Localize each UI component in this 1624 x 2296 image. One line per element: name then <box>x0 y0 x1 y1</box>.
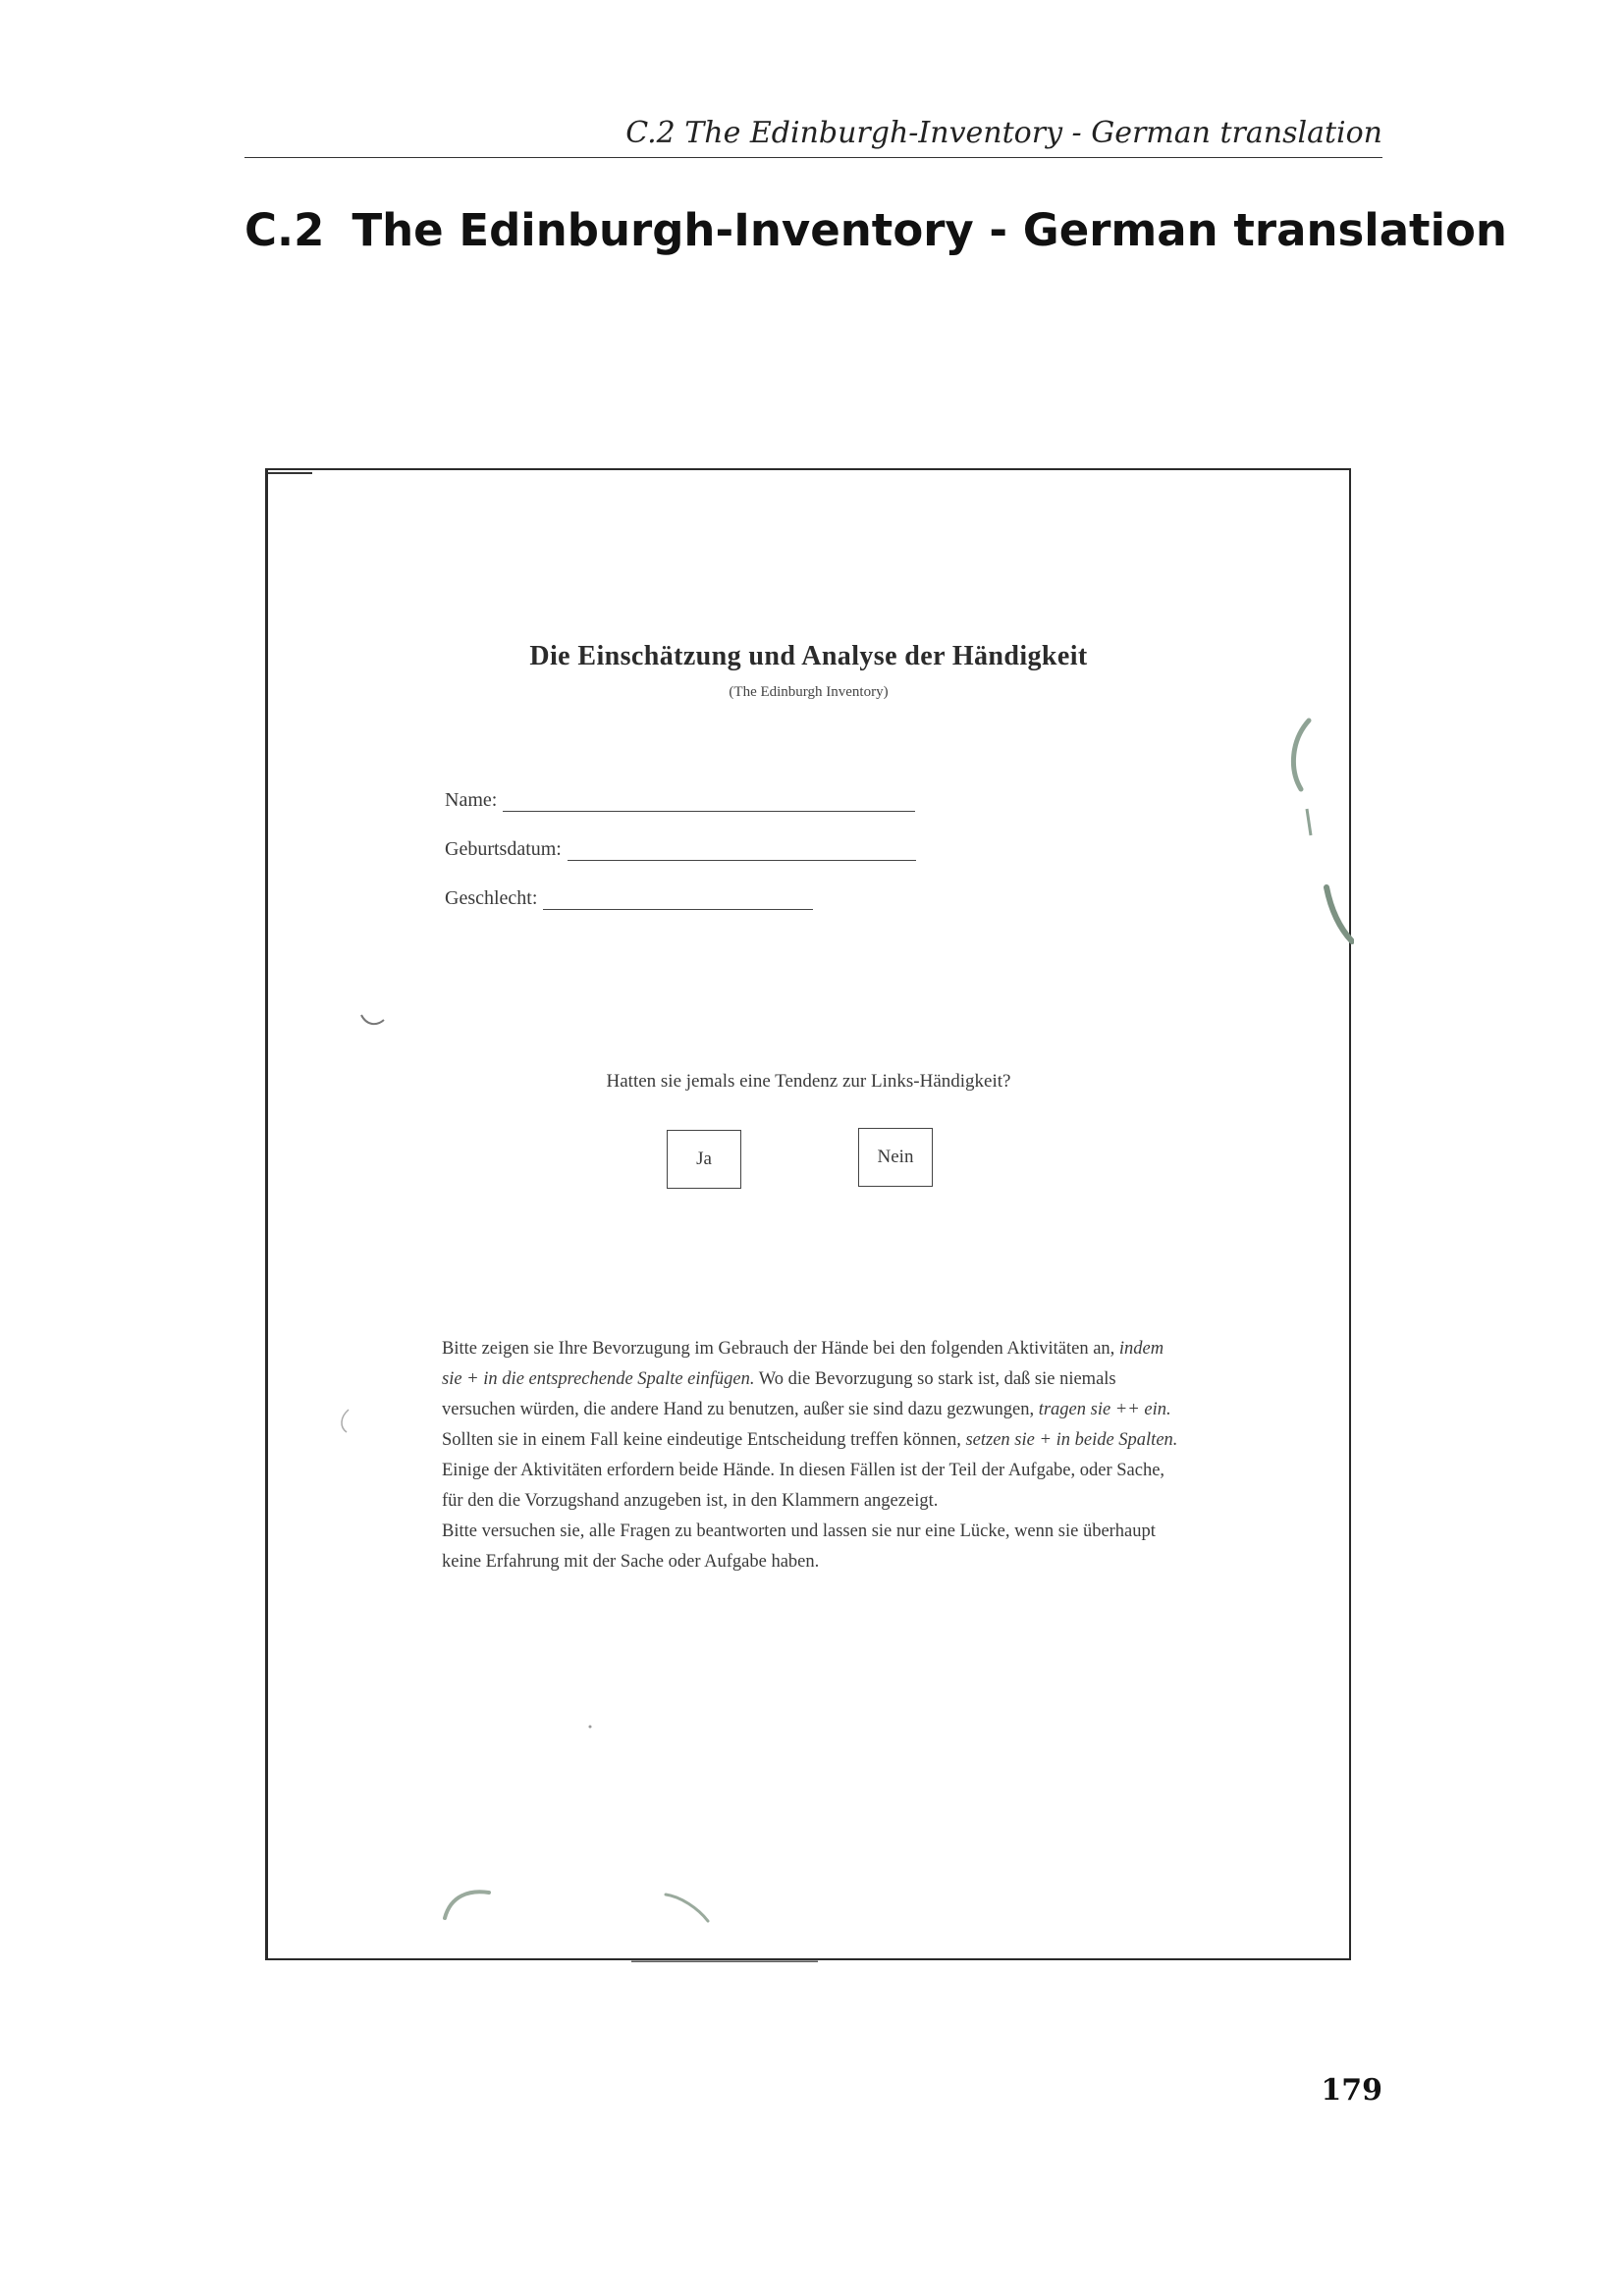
instr-emph-3: setzen sie + in beide Spalten. <box>965 1430 1178 1450</box>
instructions-paragraph-3: Bitte versuchen sie, alle Fragen zu beantworten und lassen sie nur eine Lücke, wenn sie überhaupt keine Erfahrung mit der Sache oder Aufgabe haben. <box>442 1522 1156 1572</box>
name-field <box>445 789 915 812</box>
scanned-form <box>265 468 1351 1960</box>
birthdate-label: Geburtsdatum: <box>445 838 562 860</box>
yes-box: Ja <box>667 1130 741 1189</box>
header-rule <box>244 157 1382 158</box>
left-handed-question: Hatten sie jemals eine Tendenz zur Links-Händigkeit? <box>606 1071 1011 1092</box>
no-box: Nein <box>858 1128 933 1187</box>
sex-line <box>543 891 813 910</box>
form-title: Die Einschätzung und Analyse der Händigkeit <box>529 641 1088 671</box>
instructions <box>442 1334 1188 1577</box>
instructions-paragraph-2: Einige der Aktivitäten erfordern beide Hände. In diesen Fällen ist der Teil der Aufgabe, oder Sache, für den die Vorzugshand anzugeben ist, in den Klammern angezeigt. <box>442 1461 1165 1511</box>
instr-text-3: Sollten sie in einem Fall keine eindeutige Entscheidung treffen können, <box>442 1430 966 1450</box>
running-header: C.2 The Edinburgh-Inventory - German translation <box>625 116 1382 150</box>
instr-emph-1: indem sie + in die entsprechende Spalte einfügen. <box>442 1339 1164 1389</box>
birthdate-field <box>445 838 916 861</box>
instr-text-2: Wo die Bevorzugung so stark ist, daß sie niemals versuchen würden, die andere Hand zu benutzen, außer sie sind dazu gezwungen, <box>442 1369 1116 1419</box>
instr-text-1: Bitte zeigen sie Ihre Bevorzugung im Gebrauch der Hände bei den folgenden Aktivitäten an, <box>442 1339 1119 1359</box>
name-line <box>503 793 915 812</box>
section-title <box>244 204 1507 256</box>
birthdate-line <box>568 842 916 861</box>
sex-label: Geschlecht: <box>445 887 538 909</box>
section-title-text: The Edinburgh-Inventory - German translation <box>352 204 1507 256</box>
instructions-paragraph-1 <box>442 1334 1188 1456</box>
name-label: Name: <box>445 789 498 811</box>
instr-emph-2: tragen sie ++ ein. <box>1038 1400 1171 1419</box>
sex-field <box>445 887 813 910</box>
section-number: C.2 <box>244 204 325 256</box>
page-number: 179 <box>1321 2073 1382 2108</box>
form-subtitle: (The Edinburgh Inventory) <box>729 684 889 700</box>
